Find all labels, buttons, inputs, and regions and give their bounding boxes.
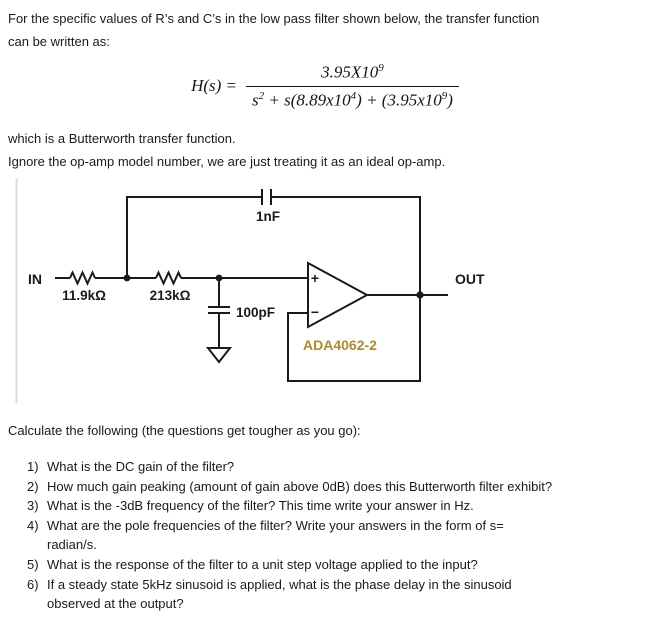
- question-number: 6): [27, 576, 39, 592]
- question-number: 2): [27, 478, 39, 494]
- question-text: What is the DC gain of the filter?: [47, 459, 235, 474]
- transfer-function-formula: [0, 62, 650, 110]
- intro-line-2: can be written as:: [8, 34, 110, 49]
- r2-value-label: 213kΩ: [149, 288, 191, 303]
- question-item: [27, 477, 552, 497]
- node-dot-output: [416, 291, 423, 298]
- opamp-part-number-label: ADA4062-2: [303, 337, 377, 353]
- butterworth-note: which is a Butterworth transfer function.: [8, 131, 236, 146]
- out-label: OUT: [455, 271, 485, 287]
- intro-line-1: For the specific values of R’s and C’s in the low pass filter shown below, the transfer function: [8, 11, 540, 26]
- formula-lhs: H(s) =: [191, 76, 237, 96]
- question-text: What are the pole frequencies of the filter? Write your answers in the form of s=: [47, 517, 504, 533]
- ground-icon: [208, 348, 230, 362]
- question-text: What is the -3dB frequency of the filter? This time write your answer in Hz.: [47, 498, 474, 514]
- question-text: radian/s.: [47, 537, 97, 553]
- circuit-diagram: [0, 176, 650, 412]
- question-item: [27, 575, 552, 595]
- opamp-plus-input-label: +: [310, 270, 320, 286]
- question-item: [27, 555, 552, 575]
- question-number: 4): [27, 517, 39, 533]
- question-number: 5): [27, 556, 39, 572]
- question-text: observed at the output?: [47, 596, 184, 612]
- intro-paragraph: [8, 7, 539, 53]
- resistor-r2: [156, 273, 181, 284]
- r1-value-label: 11.9kΩ: [62, 288, 106, 303]
- question-item-continuation: [27, 535, 552, 555]
- formula-numerator: $3.95X10^9$: [321, 62, 384, 82]
- formula-denominator: $s^2 + s(8.89x10^4) + (3.95x10^9)$: [246, 86, 459, 111]
- node-dot-1: [124, 275, 131, 282]
- question-item: [27, 496, 552, 516]
- notes-paragraph: [8, 128, 445, 173]
- question-number: 1): [27, 459, 39, 474]
- question-item-continuation: [27, 594, 552, 614]
- capacitor-1nf: [262, 189, 271, 205]
- resistor-r1: [70, 273, 95, 284]
- c1-value-label: 1nF: [255, 209, 281, 224]
- question-item: [27, 516, 552, 536]
- questions-list: [27, 457, 552, 614]
- formula-fraction: [246, 62, 459, 110]
- ignore-note: Ignore the op-amp model number, we are just treating it as an ideal op-amp.: [8, 153, 446, 169]
- in-label: IN: [28, 271, 42, 287]
- capacitor-100pf: [208, 278, 230, 348]
- question-text: What is the response of the filter to a unit step voltage applied to the input?: [47, 556, 478, 572]
- question-text: If a steady state 5kHz sinusoid is applied, what is the phase delay in the sinusoid: [47, 576, 512, 592]
- c2-value-label: 100pF: [236, 305, 276, 320]
- calculate-heading: Calculate the following (the questions get tougher as you go):: [8, 423, 361, 438]
- question-number: 3): [27, 498, 39, 514]
- question-item: [27, 457, 552, 477]
- question-text: How much gain peaking (amount of gain above 0dB) does this Butterworth filter exhibit?: [47, 478, 553, 494]
- opamp-minus-input-label: −: [310, 304, 320, 320]
- node-dot-2: [216, 275, 223, 282]
